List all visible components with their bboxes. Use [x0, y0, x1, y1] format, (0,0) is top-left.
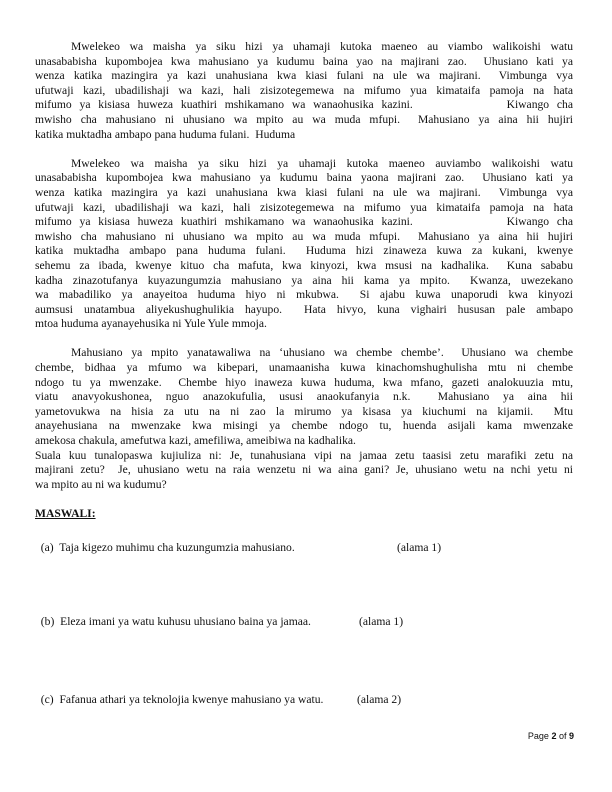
text-line: mifumo ya kisiasa huweza kuathiri mshikamano wa wanaohusika kazini. Kiwango cha — [35, 215, 573, 229]
text-line: chembe, bidhaa ya mfumo wa kibepari, unamaanisha kuwa kinachomshughulisha mtu ni chembe — [35, 361, 573, 375]
text-line: Mahusiano ya mpito yanatawaliwa na ‘uhusiano wa chembe chembe’. Uhusiano wa chembe — [71, 346, 573, 360]
text-line: Mwelekeo wa maisha ya siku hizi ya uhamaji kutoka maeneo au viambo walikoishi watu — [71, 40, 573, 53]
text-line: viatu anavyokushonea, nguo anazokufulia, ususi anaokufanyia n.k. Mahusiano ya aina hii — [35, 390, 573, 404]
text-line: wa mpito au ni wa kudumu? — [35, 477, 167, 491]
question-b-text: (b) Eleza imani ya watu kuhusu uhusiano baina ya jamaa. — [40, 615, 311, 628]
page-number: Page 2 of 9 — [527, 731, 574, 741]
text-line: Mwelekeo wa maisha ya siku hizi ya uhamaji kutoka maeneo auviambo walikoishi watu — [71, 156, 573, 170]
text-line: katika muktadha ambapo pana huduma fulani. Huduma — [35, 127, 296, 141]
question-b-marks: (alama 1) — [359, 615, 404, 628]
text-line: wa mabadiliko ya anayeitoa huduma hiyo ni mkubwa. Si ajabu kuwa unaporudi kwa kinyozi — [35, 288, 573, 302]
text-line: ufutwaji kazi, ubadilishaji wa kazi, hali zisizotegemewa na mifumo yua kimataifa pamoja na hata — [35, 200, 573, 214]
text-line: yametovukwa na hisia za utu na ni zao la mirumo ya kisasa ya kiuchumi na kijamii. Mtu — [35, 404, 573, 418]
text-line: wenza katika mazingira ya kazi unahusiana kwa kiasi fulani na ule wa majirani. Vimbunga vya — [35, 69, 573, 83]
text-line: mwisho cha mahusiano ni uhusiano wa mpito au wa muda mfupi. Mahusiano ya aina hii hujiri — [35, 229, 573, 243]
paragraph — [35, 157, 573, 332]
question-a-text: (a) Taja kigezo muhimu cha kuzungumzia mahusiano. — [40, 541, 295, 554]
paragraph — [35, 346, 573, 492]
text-line: amekosa chakula, amefutwa kazi, amefiliwa, ameibiwa na kadhalika. — [35, 434, 356, 448]
text-line: aumsusi unatambua aliyekushughulikia hayupo. Hata hivyo, kuna vighairi hususan pale ambapo — [35, 302, 573, 316]
text-line: anayehusiana na mwenzake kwa misingi ya chembe ndogo tu, huenda asijali kama mwenzake — [35, 419, 573, 433]
document-body — [35, 40, 573, 522]
question-b — [35, 602, 404, 628]
text-line: kadha zinazotufanya kuyazungumzia mahusiano ya aina hii kama ya mpito. Kwanza, uwezekano — [35, 273, 573, 287]
text-line: mwisho cha mahusiano ni uhusiano wa mpito au wa muda mfupi. Mahusiano ya aina hii hujiri — [35, 112, 573, 126]
paragraph — [35, 40, 573, 142]
text-line: unasababisha kupombojea kwa mahusiano ya kudumu baina yaona majirani zao. Uhusiano kati ya — [35, 171, 573, 185]
text-line: unasababisha kupombojea kwa mahusiano ya kudumu baina yao na majirani zao. Uhusiano kati ya — [35, 54, 573, 68]
question-a — [35, 528, 442, 554]
text-line: ufutwaji kazi, ubadilishaji wa kazi, hali zisizotegemewa na mifumo yua kimataifa pamoja na hata — [35, 83, 573, 97]
text-line: mtoa huduma ayanayehusika ni Yule Yule mmoja. — [35, 317, 267, 331]
text-line: wenza katika mazingira ya kazi unahusiana kwa kiasi fulani na ule wa majirani. Vimbunga vya — [35, 185, 573, 199]
text-line: Suala kuu tunalopaswa kujiuliza ni: Je, tunahusiana vipi na jamaa zetu taasisi zetu marafiki zetu na — [35, 448, 573, 462]
question-a-marks: (alama 1) — [397, 541, 442, 554]
text-line: majirani zetu? Je, uhusiano wetu na raia wenzetu ni wa aina gani? Je, uhusiano wetu na nchi yetu ni — [35, 463, 573, 477]
text-line: mifumo ya kisiasa huweza kuathiri mshikamano wa wanaohusika kazini. Kiwango cha — [35, 98, 573, 112]
text-line: ndogo tu ya mwenzake. Chembe hiyo inaweza kuwa huduma, kwa mfano, gazeti analokuuzia mtu, — [35, 375, 573, 389]
text-line: sehemu za ibada, kwenye kituo cha mafuta, kwa kinyozi, kwa msusi na kadhalika. Kuna sababu — [35, 258, 573, 272]
question-c-text: (c) Fafanua athari ya teknolojia kwenye mahusiano ya watu. — [40, 693, 324, 706]
questions-heading: MASWALI: — [35, 507, 96, 520]
question-c — [35, 680, 402, 706]
question-c-marks: (alama 2) — [357, 693, 402, 706]
text-line: katika muktadha ambapo pana huduma fulani. Huduma hizi zinaweza kuwa za kukani, kwenye — [35, 244, 573, 258]
